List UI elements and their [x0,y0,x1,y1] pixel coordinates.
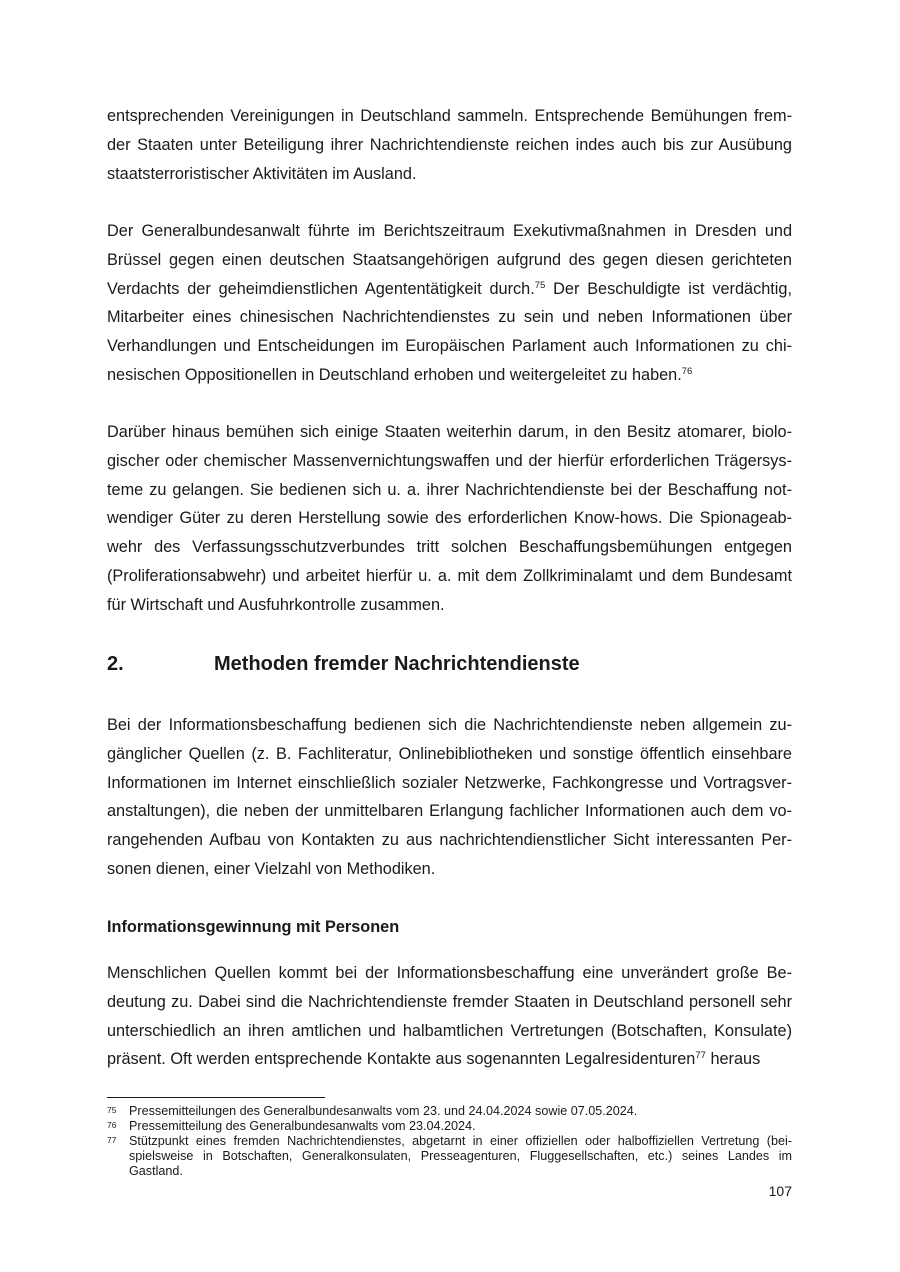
footnotes [107,1104,792,1179]
footnote-reference-77[interactable]: 77 [695,1050,706,1062]
paragraph-text: Der Generalbundesanwalt führte im Berichtszeitraum Exekutivmaßnahmen in Dresden und Brüssel gegen einen deutschen Staatsangehörigen aufgrund des gegen diesen gerichteten Verdachts der geheimdienstlichen Agententätigkeit durch. [107,222,792,298]
paragraph-state-terrorism: entsprechenden Vereinigungen in Deutschland sammeln. Entsprechende Bemühungen fremder Staaten unter Beteiligung ihrer Nachrichtendienste reichen indes auch bis zur Ausübung staatsterroristischer Aktivitäten im Ausland. [107,107,792,183]
section-heading [107,650,792,678]
paragraph-human-sources [107,959,792,1074]
footnote-separator [107,1097,325,1098]
footnote-text: Pressemitteilungen des Generalbundesanwalts vom 23. und 24.04.2024 sowie 07.05.2024. [129,1104,638,1118]
section-number: 2. [107,653,124,675]
footnote-number: 76 [107,1120,117,1130]
subheading: Informationsgewinnung mit Personen [107,918,400,936]
paragraph-text: heraus [705,1050,761,1069]
footnote-text: Pressemitteilung des Generalbundesanwalts vom 23.04.2024. [129,1119,476,1133]
footnote-reference-75[interactable]: 75 [534,279,546,291]
paragraph-proliferation: Darüber hinaus bemühen sich einige Staaten weiterhin darum, in den Besitz atomarer, biologischer oder chemischer Massenvernichtungswaffen und der hierfür erforderlichen Trägersysteme zu gelangen. Sie bedienen sich u. a. ihrer Nachrichtendienste bei der Beschaffung notwendiger Güter zu deren Herstellung sowie des erforderlichen Know-hows. Die Spionageabwehr des Verfassungsschutzverbundes tritt solchen Beschaffungsbemühungen entgegen (Proliferationsabwehr) und arbeitet hierfür u. a. mit dem Zollkriminalamt und dem Bundesamt für Wirtschaft und Ausfuhrkontrolle zusammen. [107,423,792,614]
footnote-number: 75 [107,1105,117,1115]
footnote-76 [107,1119,792,1134]
paragraph-text: Menschlichen Quellen kommt bei der Informationsbeschaffung eine unverändert große Bedeutung zu. Dabei sind die Nachrichtendienste fremder Staaten in Deutschland personell sehr unterschiedlich an ihren amtlichen und halbamtlichen Vertretungen (Botschaften, Konsulate) präsent. Oft werden entsprechende Kontakte aus sogenannten Legalresidenturen [107,964,792,1069]
paragraph-information-gathering: Bei der Informationsbeschaffung bedienen sich die Nachrichtendienste neben allgemein zugänglicher Quellen (z. B. Fachliteratur, Onlinebibliotheken und sonstige öffentlich einsehbare Informationen im Internet einschließlich sozialer Netzwerke, Fachkongresse und Vortragsveranstaltungen), die neben der unmittelbaren Erlangung fachlicher Informationen auch dem vorangehenden Aufbau von Kontakten zu aus nachrichtendienstlicher Sicht interessanten Personen dienen, einer Vielzahl von Methodiken. [107,716,792,878]
footnote-75 [107,1104,792,1119]
footnote-77 [107,1134,792,1179]
paragraph-executive-measures [107,217,792,390]
section-title: Methoden fremder Nachrichtendienste [214,653,580,675]
page-number: 107 [768,1183,792,1199]
footnote-number: 77 [107,1135,117,1145]
paragraph-text: Der Beschuldigte ist verdächtig, Mitarbeiter eines chinesischen Nachrichtendienstes zu sein und neben Informationen über Verhandlungen und Entscheidungen im Europäischen Parlament auch Informationen zu chinesischen Oppositionellen in Deutschland erhoben und weitergeleitet zu haben. [107,279,792,384]
footnote-text: Stützpunkt eines fremden Nachrichtendienstes, abgetarnt in einer offiziellen oder halboffiziellen Vertretung (beispielsweise in Botschaften, Generalkonsulaten, Presseagenturen, Fluggesellschaften, etc.) seines Landes im Gastland. [129,1134,792,1178]
footnote-reference-76[interactable]: 76 [681,365,693,377]
